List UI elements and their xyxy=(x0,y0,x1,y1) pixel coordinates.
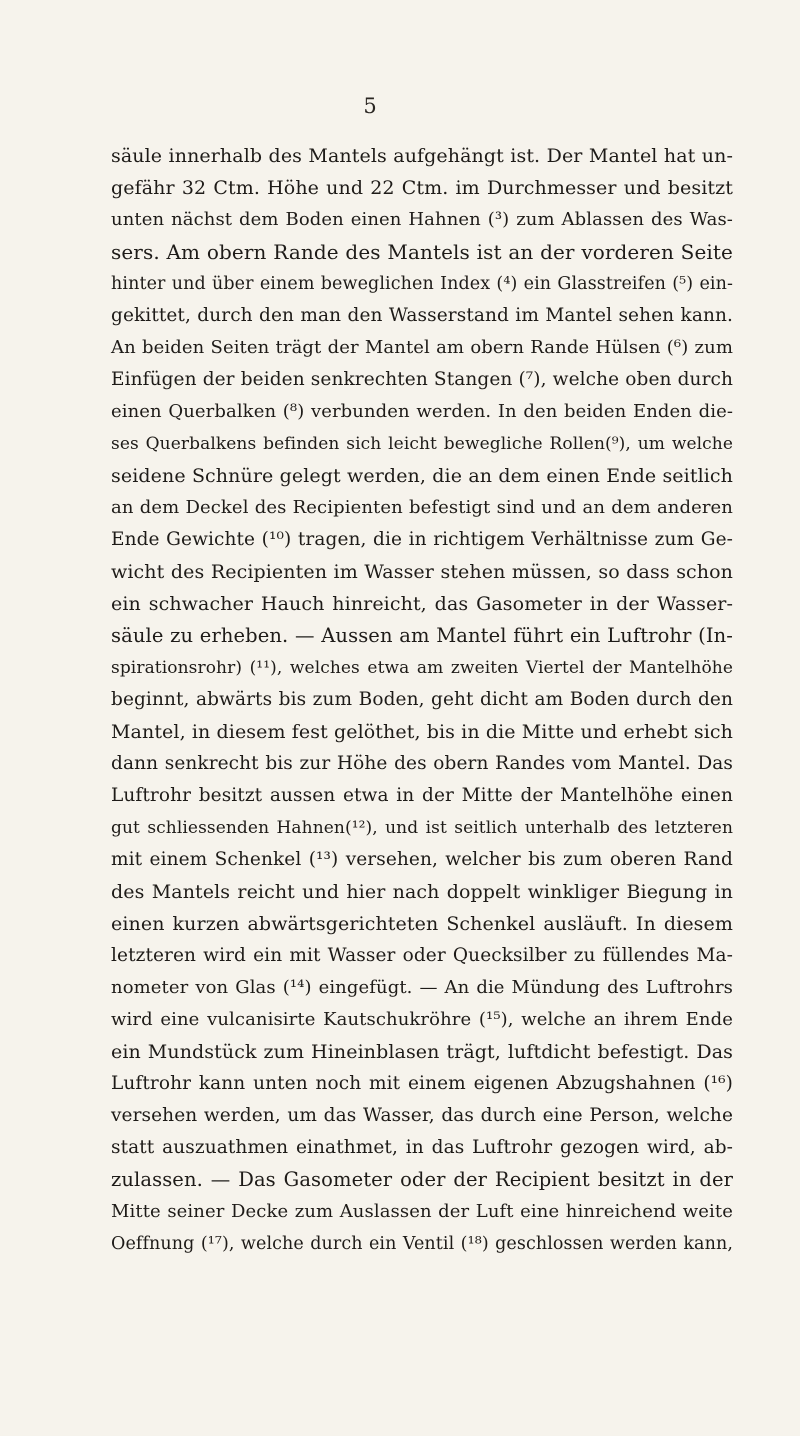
text-line: gut schliessenden Hahnen(¹²), und ist seitlich unterhalb des letzteren xyxy=(111,818,733,838)
text-line: beginnt, abwärts bis zum Boden, geht dicht am Boden durch den xyxy=(111,689,733,710)
text-line: des Mantels reicht und hier nach doppelt winkliger Biegung in xyxy=(111,881,733,903)
text-line: Luftrohr besitzt aussen etwa in der Mitte der Mantelhöhe einen xyxy=(111,785,733,806)
text-line: Mitte seiner Decke zum Auslassen der Luft eine hinreichend weite xyxy=(111,1201,733,1222)
text-line: letzteren wird ein mit Wasser oder Quecksilber zu füllendes Ma- xyxy=(111,945,733,966)
text-line: mit einem Schenkel (¹³) versehen, welcher bis zum oberen Rand xyxy=(111,849,733,870)
text-line: an dem Deckel des Recipienten befestigt sind und an dem anderen xyxy=(111,497,733,518)
text-line: zulassen. — Das Gasometer oder der Recipient besitzt in der xyxy=(111,1168,733,1191)
text-line: säule zu erheben. — Aussen am Mantel führt ein Luftrohr (In- xyxy=(111,624,733,647)
text-line: Luftrohr kann unten noch mit einem eigenen Abzugshahnen (¹⁶) xyxy=(111,1073,733,1094)
text-line: säule innerhalb des Mantels aufgehängt ist. Der Mantel hat un- xyxy=(111,145,733,167)
text-line: Mantel, in diesem fest gelöthet, bis in die Mitte und erhebt sich xyxy=(111,721,733,743)
text-line: ses Querbalkens befinden sich leicht bewegliche Rollen(⁹), um welche xyxy=(111,434,733,454)
text-line: Einfügen der beiden senkrechten Stangen (⁷), welche oben durch xyxy=(111,369,733,390)
text-line: seidene Schnüre gelegt werden, die an dem einen Ende seitlich xyxy=(111,465,733,487)
page-number: 5 xyxy=(363,94,377,118)
body-text xyxy=(111,140,733,1260)
text-line: ein schwacher Hauch hinreicht, das Gasometer in der Wasser- xyxy=(111,593,733,615)
text-line: ein Mundstück zum Hineinblasen trägt, luftdicht befestigt. Das xyxy=(111,1041,733,1063)
text-line: wicht des Recipienten im Wasser stehen müssen, so dass schon xyxy=(111,561,733,583)
text-line: spirationsrohr) (¹¹), welches etwa am zweiten Viertel der Mantelhöhe xyxy=(111,658,733,678)
text-line: nometer von Glas (¹⁴) eingefügt. — An die Mündung des Luftrohrs xyxy=(111,977,733,998)
text-line: statt auszuathmen einathmet, in das Luftrohr gezogen wird, ab- xyxy=(111,1137,733,1158)
text-line: einen kurzen abwärtsgerichteten Schenkel ausläuft. In diesem xyxy=(111,913,733,935)
text-line: sers. Am obern Rande des Mantels ist an der vorderen Seite xyxy=(111,240,733,264)
text-line: Oeffnung (¹⁷), welche durch ein Ventil (¹⁸) geschlossen werden kann, xyxy=(111,1234,733,1254)
text-line: einen Querbalken (⁸) verbunden werden. In den beiden Enden die- xyxy=(111,401,733,422)
text-line: versehen werden, um das Wasser, das durch eine Person, welche xyxy=(111,1105,733,1126)
text-line: gekittet, durch den man den Wasserstand im Mantel sehen kann. xyxy=(111,305,733,326)
text-line: hinter und über einem beweglichen Index (⁴) ein Glasstreifen (⁵) ein- xyxy=(111,274,733,294)
text-line: Ende Gewichte (¹⁰) tragen, die in richtigem Verhältnisse zum Ge- xyxy=(111,529,733,550)
text-line: gefähr 32 Ctm. Höhe und 22 Ctm. im Durchmesser und besitzt xyxy=(111,177,733,199)
text-line: unten nächst dem Boden einen Hahnen (³) zum Ablassen des Was- xyxy=(111,209,733,230)
text-line: An beiden Seiten trägt der Mantel am obern Rande Hülsen (⁶) zum xyxy=(111,337,733,358)
text-line: dann senkrecht bis zur Höhe des obern Randes vom Mantel. Das xyxy=(111,753,733,774)
text-line: wird eine vulcanisirte Kautschukröhre (¹⁵), welche an ihrem Ende xyxy=(111,1009,733,1030)
